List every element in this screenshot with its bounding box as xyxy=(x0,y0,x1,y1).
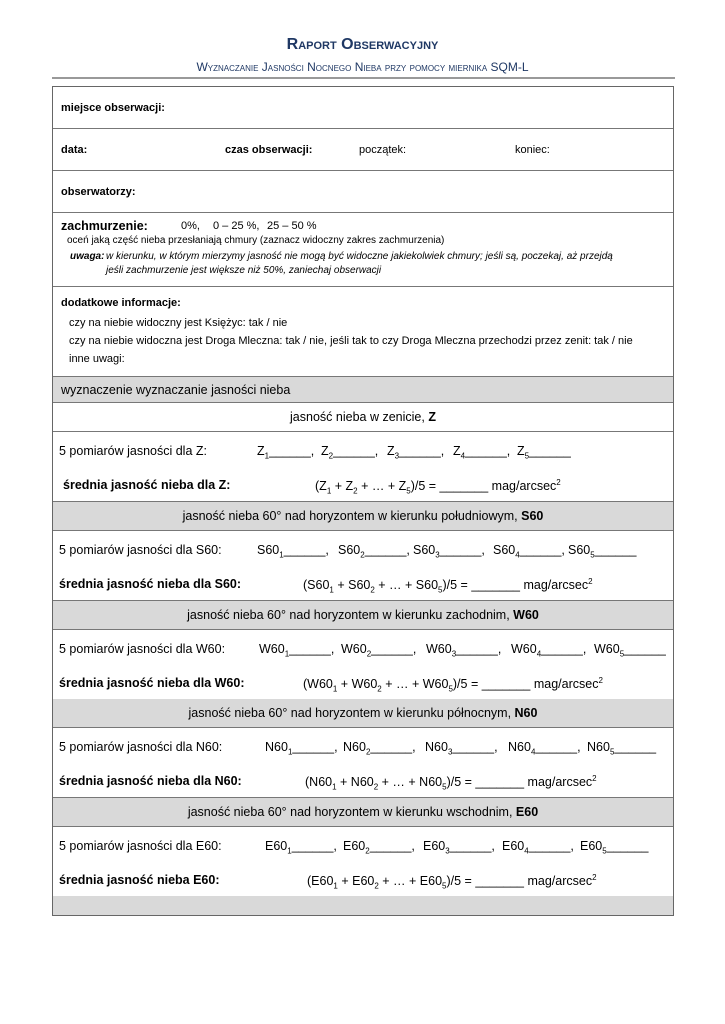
subscript: 1 xyxy=(332,782,337,792)
section-header-symbol: W60 xyxy=(513,608,539,622)
average-label: średnia jasność nieba dla W60: xyxy=(59,676,245,690)
subscript: 5 xyxy=(602,846,607,856)
section-w60-measurements xyxy=(53,630,673,700)
measurement-field-4[interactable]: $S60_4\_\_\_\_\_\_$, xyxy=(493,543,565,560)
superscript: 2 xyxy=(556,478,561,487)
measurement-field-2[interactable]: $E60_2\_\_\_\_\_\_$, xyxy=(343,839,415,856)
report-subtitle: Wyznaczanie Jasności Nocnego Nieba przy pomocy miernika SQM-L xyxy=(196,60,529,74)
observers-row[interactable] xyxy=(53,171,673,213)
section-s60-header-row xyxy=(53,502,673,531)
subscript: 5 xyxy=(406,486,411,496)
subscript: 2 xyxy=(374,881,379,891)
measurement-field-3[interactable]: $W60_3\_\_\_\_\_\_$, xyxy=(426,642,502,659)
moon-question[interactable]: czy na niebie widoczny jest Księżyc: tak / nie xyxy=(69,317,288,329)
measurement-field-1[interactable]: $W60_1\_\_\_\_\_\_$, xyxy=(259,642,335,659)
subscript: 5 xyxy=(442,881,447,891)
section-header-label: jasność nieba 60° nad horyzontem w kierunku północnym, xyxy=(188,706,515,720)
subscript: 2 xyxy=(360,550,365,560)
section-header-symbol: Z xyxy=(428,410,436,424)
superscript: 2 xyxy=(592,774,597,783)
subscript: 1 xyxy=(284,649,290,659)
subscript: 5 xyxy=(590,550,595,560)
note-line-2: jeśli zachmurzenie jest większe niż 50%, zaniechaj obserwacji xyxy=(106,265,382,276)
average-formula[interactable]: ($S60_1 + S60_2$ + … + $S60_5)/5$ = _______ mag/arcsec$^2$ xyxy=(303,577,593,595)
average-formula[interactable]: ($N60_1 + N60_2$ + … + $N60_5)/5$ = _______ mag/arcsec$^2$ xyxy=(305,774,597,792)
subscript: 4 xyxy=(536,649,542,659)
subscript: 3 xyxy=(445,846,450,856)
date-label: data: xyxy=(61,144,88,156)
section-n60-measurements xyxy=(53,728,673,798)
measure-label: 5 pomiarów jasności dla S60: xyxy=(59,543,222,557)
subscript: 5 xyxy=(619,649,625,659)
average-formula[interactable]: ($Z_1 + Z_2$ + … + $Z_5)/5$ = _______ mag/arcsec$^2$ xyxy=(315,478,561,496)
extra-row xyxy=(53,287,673,377)
average-label: średnia jasność nieba E60: xyxy=(59,873,220,887)
clouds-hint: oceń jaką część nieba przesłaniają chmury (zaznacz widoczny zakres zachmurzenia) xyxy=(67,235,445,246)
measure-label: 5 pomiarów jasności dla E60: xyxy=(59,839,222,853)
measurement-field-5[interactable]: $N60_5\_\_\_\_\_\_$ xyxy=(587,740,657,757)
measurement-field-3[interactable]: $S60_3\_\_\_\_\_\_$, xyxy=(413,543,485,560)
section-z-measurements xyxy=(53,432,673,502)
section-s60-measurements xyxy=(53,531,673,601)
measure-label: 5 pomiarów jasności dla Z: xyxy=(59,444,207,458)
subscript: 1 xyxy=(279,550,284,560)
subscript: 2 xyxy=(377,684,382,694)
clouds-row xyxy=(53,213,673,287)
section-z-header-row xyxy=(53,403,673,432)
average-formula[interactable]: ($W60_1 + W60_2$ + … + $W60_5)/5$ = _______ mag/arcsec$^2$ xyxy=(303,676,603,694)
measurement-field-2[interactable]: $Z_2\_\_\_\_\_\_$, xyxy=(321,444,379,461)
section-header-symbol: N60 xyxy=(514,706,538,720)
observers-label: obserwatorzy: xyxy=(61,186,136,198)
subscript: 5 xyxy=(524,451,530,461)
measurement-field-2[interactable]: $S60_2\_\_\_\_\_\_$, xyxy=(338,543,410,560)
measure-label: 5 pomiarów jasności dla N60: xyxy=(59,740,223,754)
measurement-field-1[interactable]: $N60_1\_\_\_\_\_\_$, xyxy=(265,740,338,757)
subscript: 2 xyxy=(370,585,375,595)
section-header-symbol: S60 xyxy=(521,509,544,523)
measurement-field-2[interactable]: $W60_2\_\_\_\_\_\_$, xyxy=(341,642,417,659)
subscript: 3 xyxy=(447,747,453,757)
subscript: 3 xyxy=(394,451,400,461)
section-header: wyznaczenie wyznaczanie jasności nieba xyxy=(61,383,291,397)
subscript: 1 xyxy=(287,747,293,757)
other-remarks[interactable]: inne uwagi: xyxy=(69,353,125,365)
section-w60-header-row xyxy=(53,601,673,630)
section-e60-measurements xyxy=(53,827,673,897)
subscript: 4 xyxy=(524,846,529,856)
section-e60-header-row xyxy=(53,798,673,827)
measurement-field-3[interactable]: $Z_3\_\_\_\_\_\_$, xyxy=(387,444,445,461)
average-label: średnia jasność nieba dla N60: xyxy=(59,774,242,788)
measurement-field-4[interactable]: $N60_4\_\_\_\_\_\_$, xyxy=(508,740,581,757)
superscript: 2 xyxy=(598,676,603,685)
subscript: 5 xyxy=(448,684,453,694)
subscript: 4 xyxy=(515,550,520,560)
measurement-field-1[interactable]: $Z_1\_\_\_\_\_\_$, xyxy=(257,444,315,461)
measurement-field-4[interactable]: $W60_4\_\_\_\_\_\_$, xyxy=(511,642,587,659)
subscript: 1 xyxy=(287,846,292,856)
subscript: 5 xyxy=(442,782,447,792)
subscript: 5 xyxy=(609,747,615,757)
subscript: 1 xyxy=(329,585,334,595)
note-label: uwaga: xyxy=(70,251,105,262)
measurement-field-1[interactable]: $S60_1\_\_\_\_\_\_$, xyxy=(257,543,329,560)
end-label: koniec: xyxy=(515,144,550,156)
footer-row xyxy=(53,896,673,915)
subscript: 2 xyxy=(365,747,371,757)
subscript: 4 xyxy=(460,451,466,461)
measurement-field-5[interactable]: $W60_5\_\_\_\_\_\_$ xyxy=(594,642,666,659)
report-title: Raport Obserwacyjny xyxy=(286,36,439,53)
clouds-option-2[interactable]: 25 – 50 % xyxy=(267,220,317,232)
place-label: miejsce obserwacji: xyxy=(61,102,165,114)
subscript: 2 xyxy=(373,782,379,792)
measurement-field-5[interactable]: $S60_5\_\_\_\_\_\_$ xyxy=(568,543,637,560)
measurement-field-5[interactable]: $Z_5\_\_\_\_\_\_$ xyxy=(517,444,571,461)
average-formula[interactable]: ($E60_1 + E60_2$ + … + $E60_5)/5$ = _______ mag/arcsec$^2$ xyxy=(307,873,597,891)
clouds-option-0[interactable]: 0%, xyxy=(181,220,200,232)
section-header-text xyxy=(53,509,673,523)
subscript: 2 xyxy=(328,451,334,461)
place-row[interactable] xyxy=(53,87,673,129)
subscript: 5 xyxy=(438,585,443,595)
measurement-field-1[interactable]: $E60_1\_\_\_\_\_\_$, xyxy=(265,839,337,856)
section-header-label: jasność nieba 60° nad horyzontem w kierunku zachodnim, xyxy=(187,608,514,622)
superscript: 2 xyxy=(588,577,593,586)
subscript: 2 xyxy=(366,649,372,659)
start-label: początek: xyxy=(359,144,407,156)
section-header-row xyxy=(53,377,673,403)
section-n60-header-row xyxy=(53,699,673,728)
measurement-field-4[interactable]: $E60_4\_\_\_\_\_\_$, xyxy=(502,839,574,856)
measurement-field-3[interactable]: $N60_3\_\_\_\_\_\_$, xyxy=(425,740,498,757)
measurement-field-4[interactable]: $Z_4\_\_\_\_\_\_$, xyxy=(453,444,511,461)
measurement-field-3[interactable]: $E60_3\_\_\_\_\_\_$, xyxy=(423,839,495,856)
subscript: 1 xyxy=(326,486,332,496)
section-header-text xyxy=(53,410,673,424)
section-header-symbol: E60 xyxy=(515,805,539,819)
time-label: czas obserwacji: xyxy=(225,144,313,156)
subscript: 1 xyxy=(264,451,270,461)
subscript: 3 xyxy=(435,550,440,560)
measurement-field-5[interactable]: $E60_5\_\_\_\_\_\_$ xyxy=(580,839,649,856)
clouds-label: zachmurzenie: xyxy=(61,219,148,233)
report-form xyxy=(52,86,674,916)
date-row[interactable] xyxy=(53,129,673,171)
subscript: 1 xyxy=(333,881,338,891)
extra-label: dodatkowe informacje: xyxy=(61,297,181,309)
note-line-1: w kierunku, w którym mierzymy jasność nie mogą być widoczne jakiekolwiek chmury; jeśli są, poczekaj, aż przejdą xyxy=(106,251,613,262)
clouds-option-1[interactable]: 0 – 25 %, xyxy=(213,220,260,232)
subscript: 2 xyxy=(353,486,358,496)
section-header-label: jasność nieba w zenicie, xyxy=(290,410,429,424)
subscript: 2 xyxy=(365,846,370,856)
superscript: 2 xyxy=(592,873,597,882)
section-header-text xyxy=(53,706,673,720)
measurement-field-2[interactable]: $N60_2\_\_\_\_\_\_$, xyxy=(343,740,416,757)
subscript: 3 xyxy=(451,649,457,659)
milkyway-question[interactable]: czy na niebie widoczna jest Droga Mleczna: tak / nie, jeśli tak to czy Droga Mleczna przechodzi przez zenit: tak / nie xyxy=(69,335,633,347)
average-label: średnia jasność nieba dla Z: xyxy=(63,478,231,492)
divider xyxy=(52,77,675,79)
section-header-label: jasność nieba 60° nad horyzontem w kierunku południowym, xyxy=(182,509,522,523)
section-header-text xyxy=(53,608,673,622)
section-header-text xyxy=(53,805,673,819)
average-label: średnia jasność nieba dla S60: xyxy=(59,577,242,591)
section-header-label: jasność nieba 60° nad horyzontem w kierunku wschodnim, xyxy=(187,805,516,819)
subscript: 1 xyxy=(332,684,338,694)
subscript: 4 xyxy=(530,747,536,757)
measure-label: 5 pomiarów jasności dla W60: xyxy=(59,642,226,656)
